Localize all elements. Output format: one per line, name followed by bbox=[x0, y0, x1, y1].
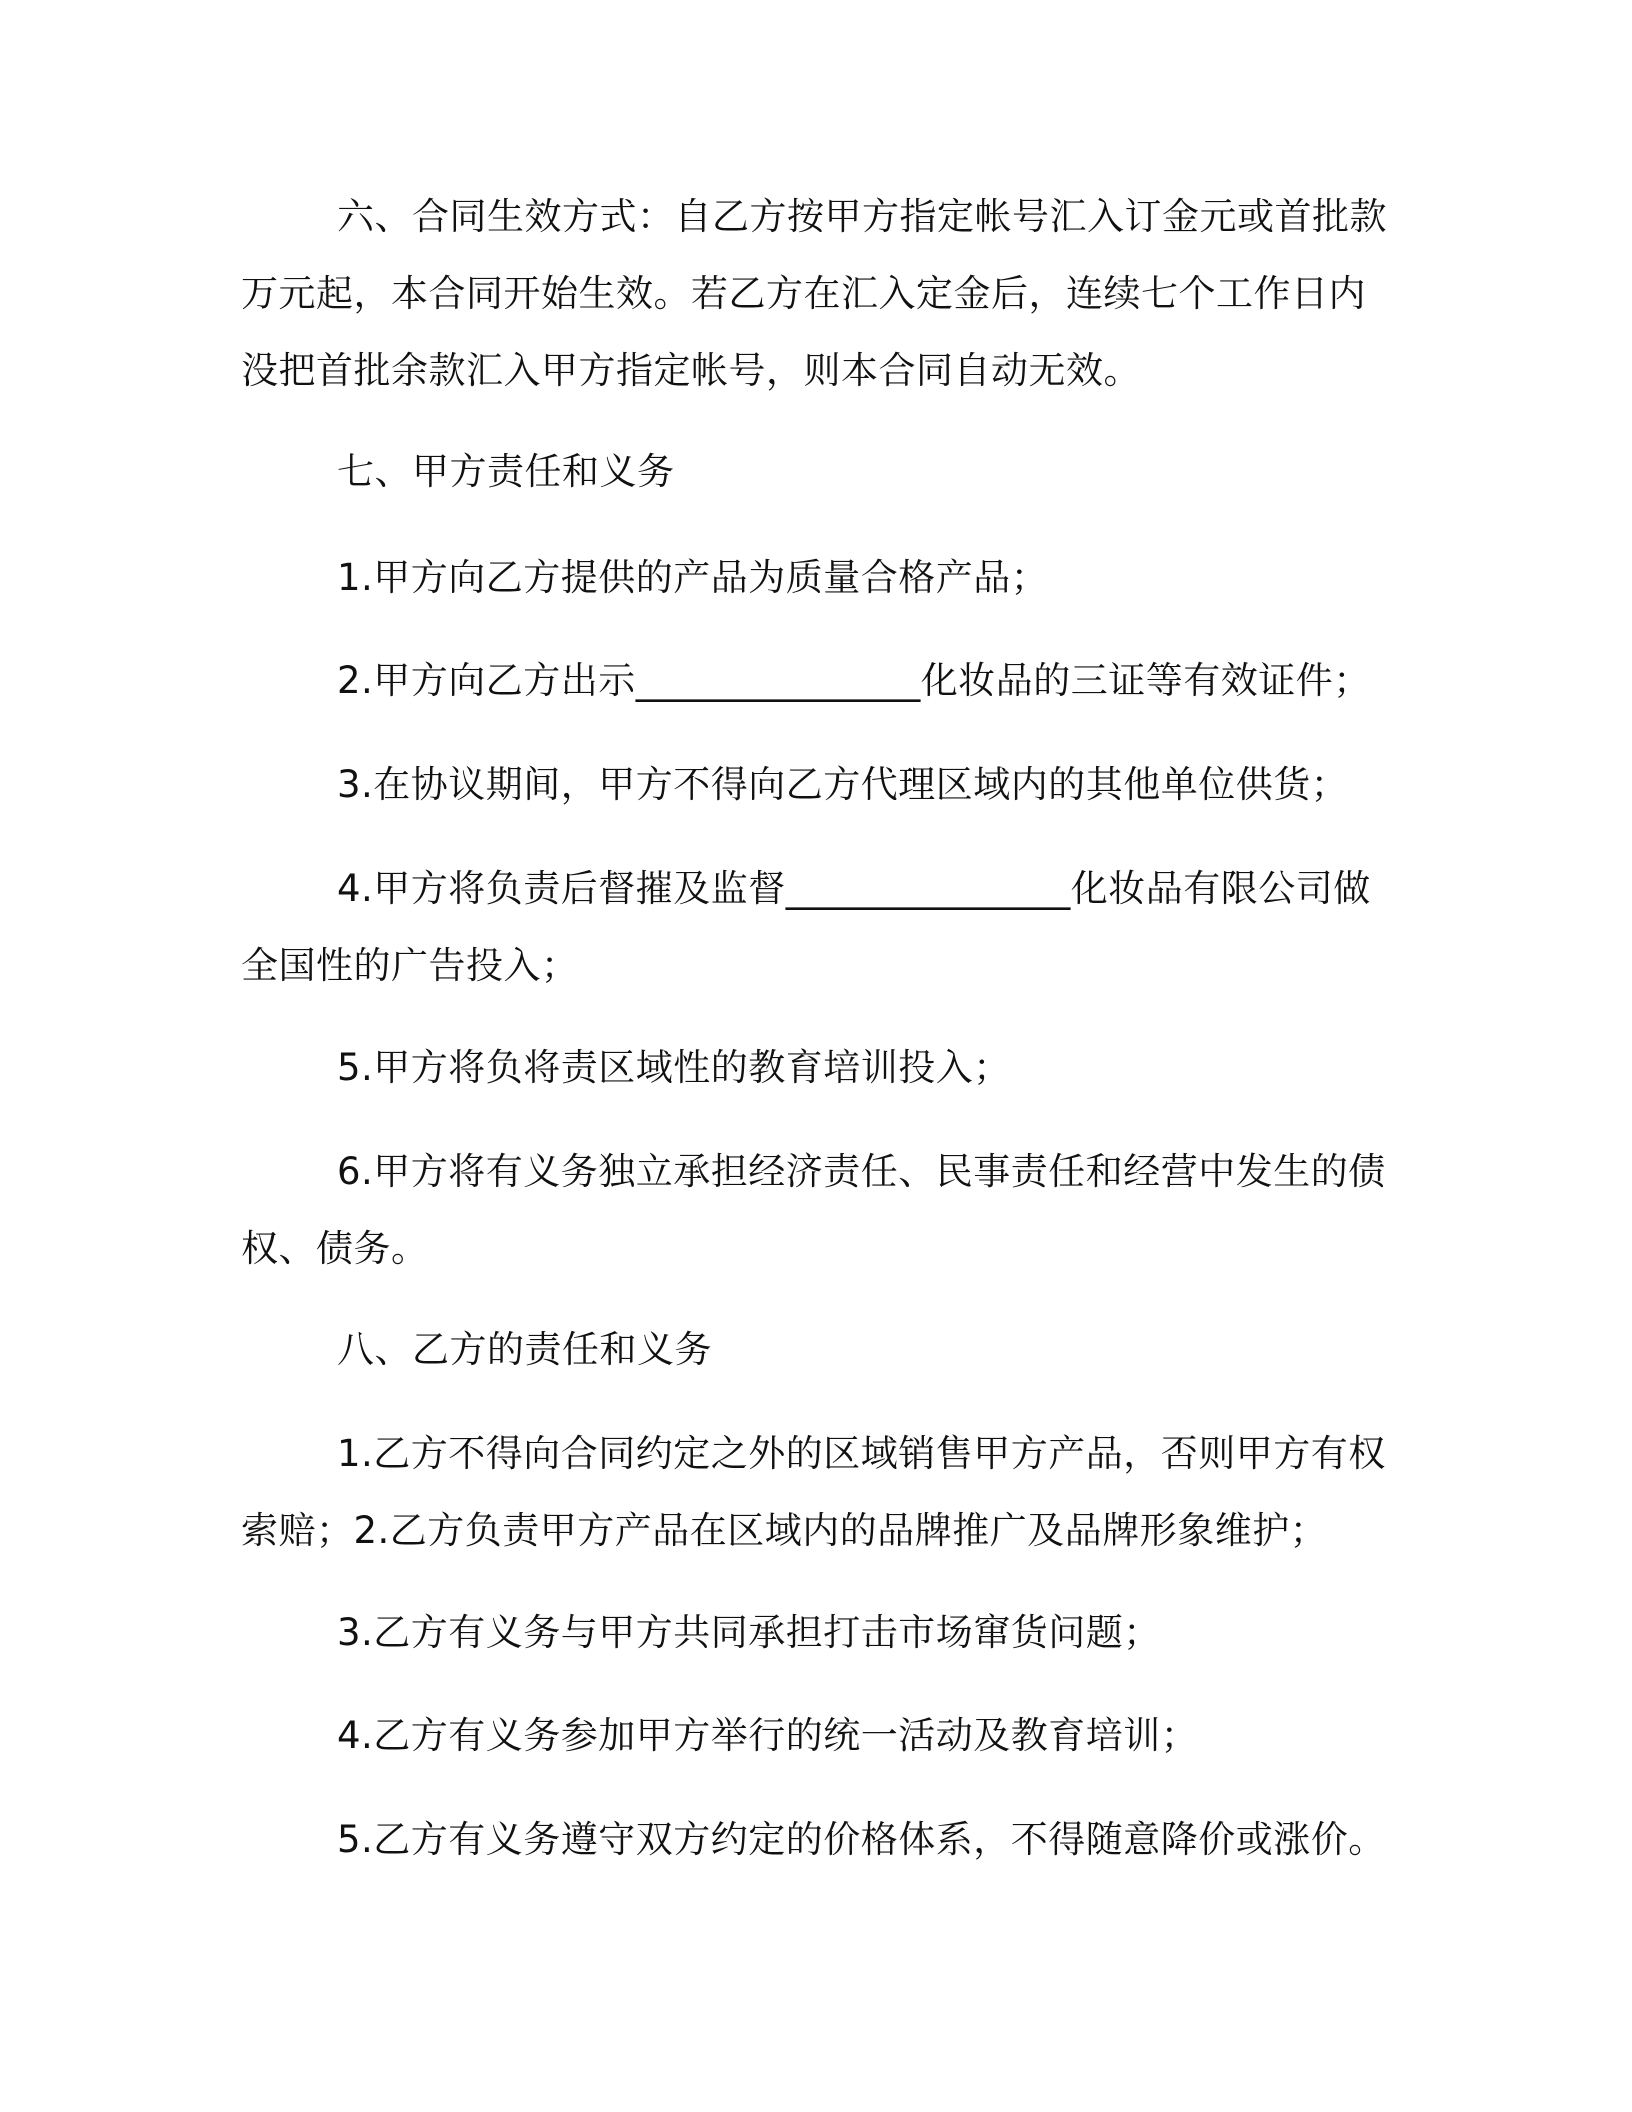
text-line: 万元起，本合同开始生效。若乙方在汇入定金后，连续七个工作日内 bbox=[241, 272, 1366, 315]
section-heading: 八、乙方的责任和义务 bbox=[337, 1328, 712, 1371]
text-line: 3.在协议期间，甲方不得向乙方代理区域内的其他单位供货； bbox=[337, 763, 1349, 806]
clause-seven-2 bbox=[241, 642, 1381, 719]
clause-seven-6 bbox=[241, 1133, 1386, 1287]
text-line: 1.乙方不得向合同约定之外的区域销售甲方产品，否则甲方有权 bbox=[337, 1432, 1386, 1475]
clause-six-contract-effect bbox=[241, 178, 1387, 409]
section-seven-heading bbox=[241, 433, 1381, 510]
text-line: 没把首批余款汇入甲方指定帐号，则本合同自动无效。 bbox=[241, 349, 1141, 392]
clause-seven-4 bbox=[241, 850, 1381, 1004]
section-heading: 七、甲方责任和义务 bbox=[337, 450, 675, 493]
clause-seven-5 bbox=[241, 1029, 1381, 1106]
text-line: 权、债务。 bbox=[241, 1227, 429, 1270]
clause-seven-1 bbox=[241, 539, 1381, 616]
text-line: 5.甲方将负将责区域性的教育培训投入； bbox=[337, 1046, 1011, 1089]
text-line: 索赔；2.乙方负责甲方产品在区域内的品牌推广及品牌形象维护； bbox=[241, 1509, 1328, 1552]
clause-eight-4 bbox=[241, 1697, 1381, 1774]
text-line: 4.乙方有义务参加甲方举行的统一活动及教育培训； bbox=[337, 1714, 1199, 1757]
clause-seven-3 bbox=[241, 746, 1381, 823]
text-line: 4.甲方将负责后督摧及监督_______________化妆品有限公司做 bbox=[337, 867, 1371, 910]
text-line: 5.乙方有义务遵守双方约定的价格体系，不得随意降价或涨价。 bbox=[337, 1818, 1386, 1861]
text-line: 2.甲方向乙方出示_______________化妆品的三证等有效证件； bbox=[337, 659, 1371, 702]
clause-eight-1 bbox=[241, 1415, 1386, 1569]
text-line: 3.乙方有义务与甲方共同承担打击市场窜货问题； bbox=[337, 1611, 1161, 1654]
text-line: 6.甲方将有义务独立承担经济责任、民事责任和经营中发生的债 bbox=[337, 1150, 1386, 1193]
text-line: 1.甲方向乙方提供的产品为质量合格产品； bbox=[337, 556, 1049, 599]
clause-eight-3 bbox=[241, 1594, 1381, 1671]
clause-eight-5 bbox=[241, 1801, 1386, 1878]
text-line: 六、合同生效方式：自乙方按甲方指定帐号汇入订金元或首批款 bbox=[337, 195, 1387, 238]
section-eight-heading bbox=[241, 1311, 1381, 1388]
text-line: 全国性的广告投入； bbox=[241, 944, 579, 987]
